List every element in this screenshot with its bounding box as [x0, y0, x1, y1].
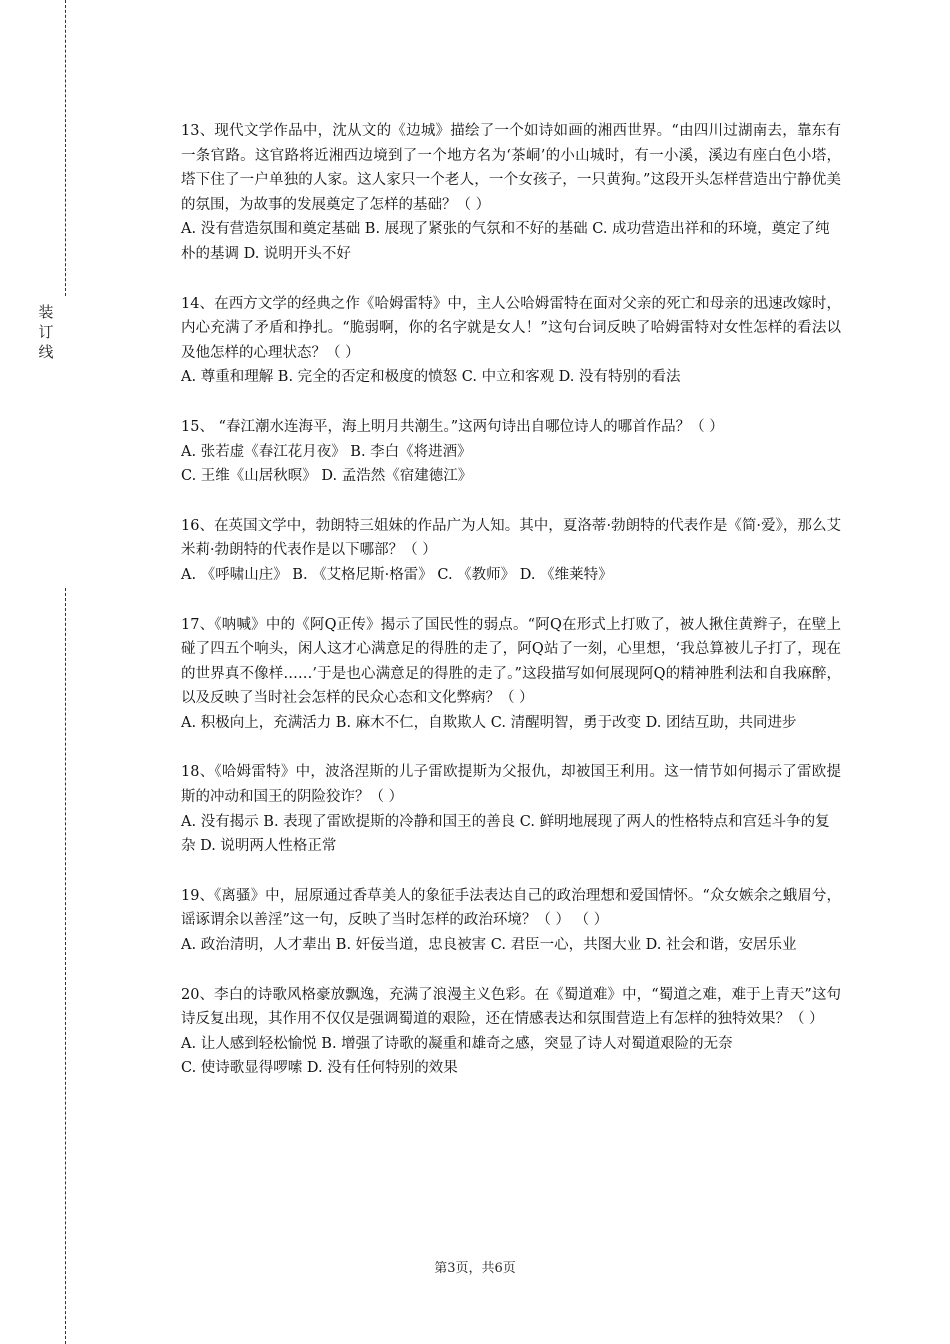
- question-13: [181, 119, 841, 267]
- question-20: [181, 983, 841, 1081]
- option-line: A. 政治清明，人才辈出 B. 奸佞当道，忠良被害 C. 君臣一心，共图大业 D. 社会和谐，安居乐业: [181, 937, 797, 954]
- question-19: [181, 884, 841, 958]
- question-stem: 16、在英国文学中，勃朗特三姐妹的作品广为人知。其中，夏洛蒂·勃朗特的代表作是《简·爱》，那么艾米莉·勃朗特的代表作是以下哪部？（ ）: [181, 517, 841, 559]
- question-stem: 19、《离骚》中，屈原通过香草美人的象征手法表达自己的政治理想和爱国情怀。“众女嫉余之蛾眉兮，谣诼谓余以善淫”这一句，反映了当时怎样的政治环境？（ ） （ ）: [181, 887, 841, 929]
- question-options: [181, 365, 841, 390]
- option-line: A. 张若虚《春江花月夜》 B. 李白《将进酒》: [181, 443, 472, 460]
- option-line: A. 没有揭示 B. 表现了雷欧提斯的冷静和国王的善良 C. 鲜明地展现了两人的性格特点和宫廷斗争的复杂 D. 说明两人性格正常: [181, 813, 830, 855]
- option-line: A. 积极向上，充满活力 B. 麻木不仁，自欺欺人 C. 清醒明智，勇于改变 D. 团结互助，共同进步: [181, 714, 797, 731]
- option-line: A. 没有营造氛围和奠定基础 B. 展现了紧张的气氛和不好的基础 C. 成功营造出祥和的环境，奠定了纯朴的基调 D. 说明开头不好: [181, 221, 830, 262]
- option-line: C. 使诗歌显得啰嗦 D. 没有任何特别的效果: [181, 1060, 458, 1077]
- option-line: A. 尊重和理解 B. 完全的否定和极度的愤怒 C. 中立和客观 D. 没有特别的看法: [181, 369, 681, 386]
- binding-dashed-line-bottom: [65, 588, 66, 1344]
- page-number: 第3页，共6页: [434, 1261, 516, 1276]
- option-line: A. 《呼啸山庄》 B. 《艾格尼斯·格雷》 C. 《教师》 D. 《维莱特》: [181, 566, 613, 583]
- question-stem: 14、在西方文学的经典之作《哈姆雷特》中，主人公哈姆雷特在面对父亲的死亡和母亲的迅速改嫁时，内心充满了矛盾和挣扎。“脆弱啊，你的名字就是女人！”这句台词反映了哈姆雷特对女性怎样的看法以及他怎样的心理状态？（ ）: [181, 295, 841, 361]
- question-options: [181, 711, 841, 736]
- question-options: [181, 440, 841, 489]
- question-16: [181, 514, 841, 588]
- question-options: [181, 217, 841, 266]
- question-list: [181, 119, 841, 1106]
- question-18: [181, 760, 841, 858]
- binding-dashed-line-top: [65, 0, 66, 296]
- question-15: [181, 415, 841, 489]
- question-stem: 18、《哈姆雷特》中，波洛涅斯的儿子雷欧提斯为父报仇，却被国王利用。这一情节如何揭示了雷欧提斯的冲动和国王的阴险狡诈？（ ）: [181, 764, 841, 806]
- question-17: [181, 613, 841, 736]
- option-line: C. 王维《山居秋暝》 D. 孟浩然《宿建德江》: [181, 468, 473, 485]
- question-stem: 13、现代文学作品中，沈从文的《边城》描绘了一个如诗如画的湘西世界。“由四川过湖南去，靠东有一条官路。这官路将近湘西边境到了一个地方名为‘茶峒’的小山城时，有一小溪，溪边有座白色小塔，塔下住了一户单独的人家。这人家只一个老人，一个女孩子，一只黄狗。”这段开头怎样营造出宁静优美的氛围，为故事的发展奠定了怎样的基础？（ ）: [181, 123, 841, 213]
- question-options: [181, 810, 841, 859]
- binding-char: 装: [38, 303, 54, 321]
- binding-char: 线: [38, 343, 54, 361]
- binding-label: [36, 302, 56, 362]
- question-stem: 15、 “春江潮水连海平，海上明月共潮生。”这两句诗出自哪位诗人的哪首作品？（ ）: [181, 418, 724, 435]
- question-options: [181, 933, 841, 958]
- option-line: A. 让人感到轻松愉悦 B. 增强了诗歌的凝重和雄奇之感，突显了诗人对蜀道艰险的无奈: [181, 1035, 733, 1052]
- question-stem: 17、《呐喊》中的《阿Q正传》揭示了国民性的弱点。“阿Q在形式上打败了，被人揪住黄辫子，在壁上碰了四五个响头，闲人这才心满意足的得胜的走了，阿Q站了一刻，心里想，‘我总算被儿子打了，现在的世界真不像样……’于是也心满意足的得胜的走了。”这段描写如何展现阿Q的精神胜利法和自我麻醉，以及反映了当时社会怎样的民众心态和文化弊病？（ ）: [181, 616, 841, 707]
- question-options: [181, 1032, 841, 1081]
- question-stem: 20、李白的诗歌风格豪放飘逸，充满了浪漫主义色彩。在《蜀道难》中，“蜀道之难，难于上青天”这句诗反复出现，其作用不仅仅是强调蜀道的艰险，还在情感表达和氛围营造上有怎样的独特效果？（ ）: [181, 986, 841, 1028]
- binding-char: 订: [38, 323, 54, 341]
- question-14: [181, 292, 841, 390]
- question-options: [181, 563, 841, 588]
